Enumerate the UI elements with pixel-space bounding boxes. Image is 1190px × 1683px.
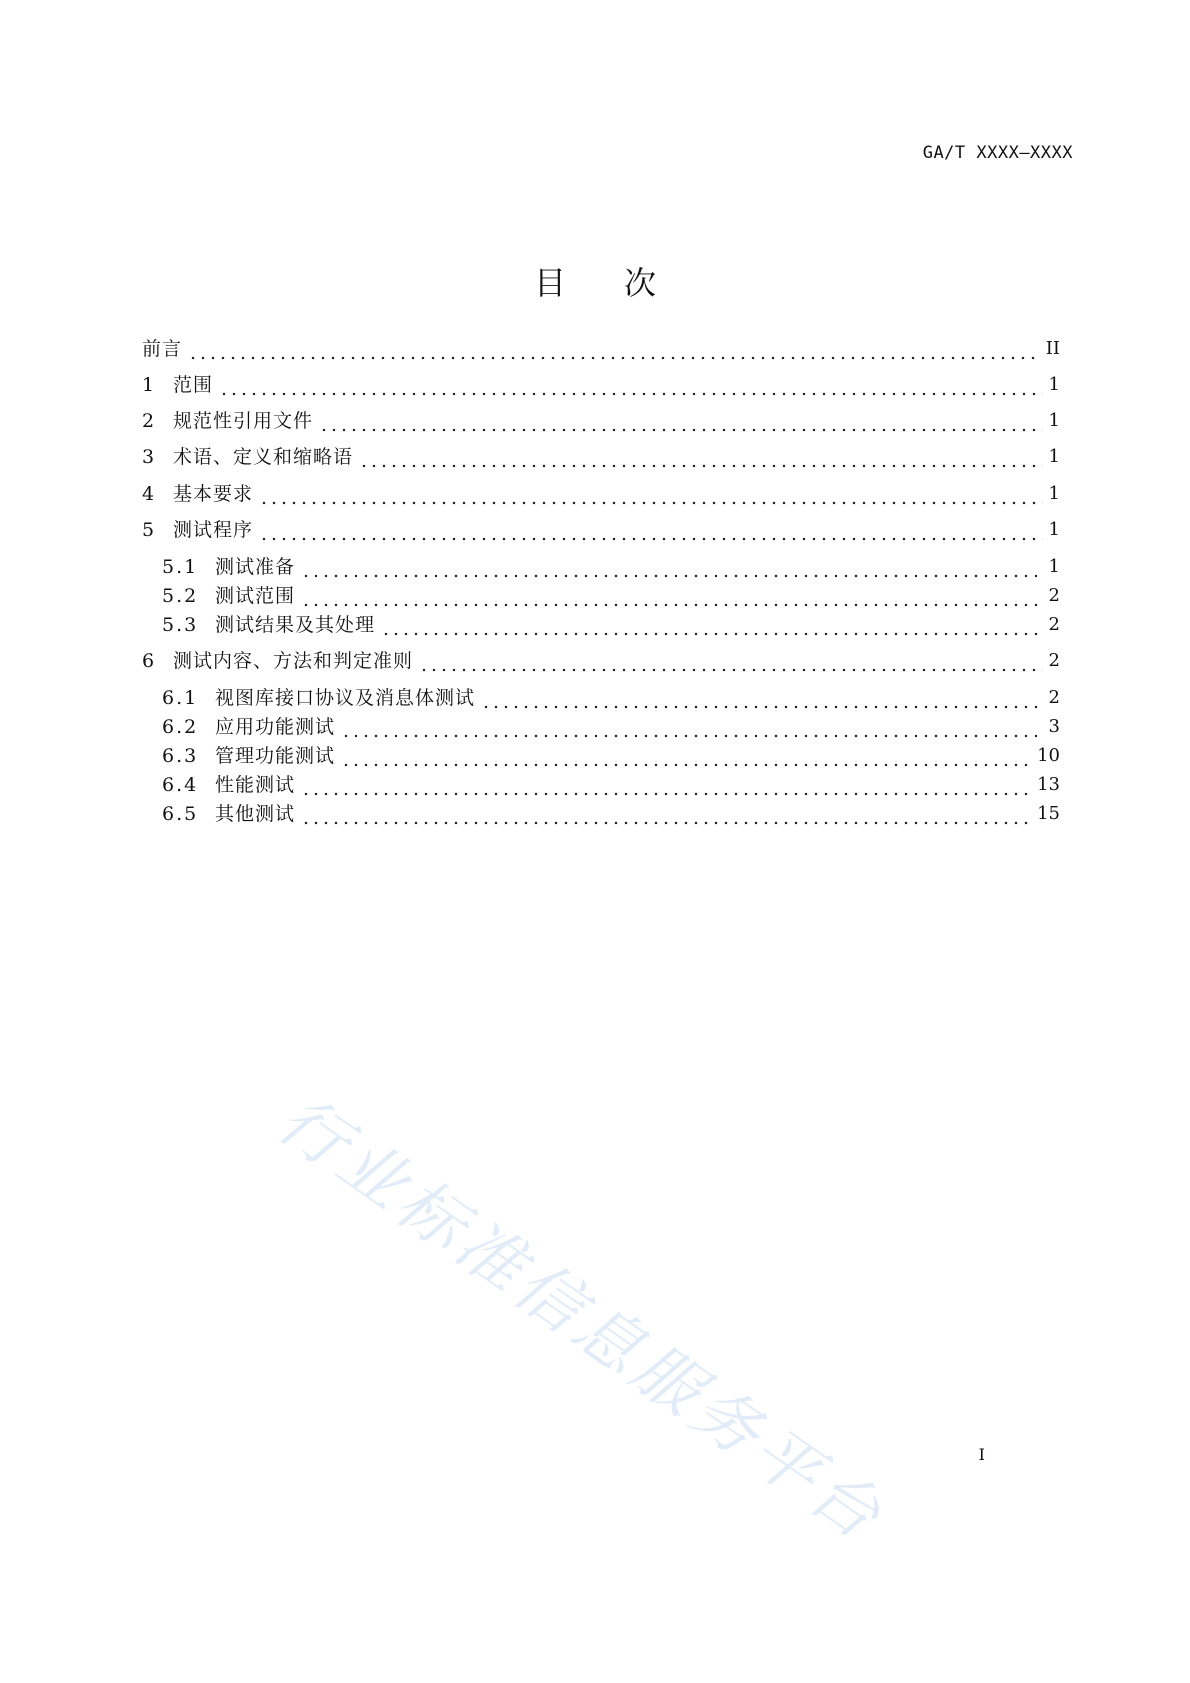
toc-entry-2[interactable] xyxy=(142,408,1060,434)
toc-entry-6-5[interactable] xyxy=(162,801,1060,827)
toc-entry-page: 2 xyxy=(1048,585,1060,606)
toc-dot-leader xyxy=(219,372,1043,398)
toc-dot-leader xyxy=(381,612,1043,638)
toc-entry-page: 2 xyxy=(1048,650,1060,671)
toc-entry-6-3[interactable] xyxy=(162,743,1060,769)
toc-entry-page: 15 xyxy=(1037,803,1060,824)
toc-entry-5-3[interactable] xyxy=(162,612,1060,638)
toc-entry-label: 前言 xyxy=(142,338,183,360)
toc-dot-leader xyxy=(419,648,1043,674)
toc-entry-number: 5.3 xyxy=(162,614,199,636)
toc-entry-number: 6.2 xyxy=(162,716,199,738)
toc-dot-leader xyxy=(301,801,1031,827)
toc-entry-number: 5 xyxy=(142,519,155,541)
toc-entry-label: 性能测试 xyxy=(215,774,296,796)
toc-entry-page: 10 xyxy=(1037,745,1060,766)
toc-entry-label: 测试范围 xyxy=(215,585,296,607)
toc-entry-label: 测试准备 xyxy=(215,556,296,578)
toc-entry-6[interactable] xyxy=(142,648,1060,674)
toc-entry-label: 基本要求 xyxy=(173,483,254,505)
toc-entry-4[interactable] xyxy=(142,481,1060,507)
toc-entry-5-1[interactable] xyxy=(162,554,1060,580)
toc-entry-1[interactable] xyxy=(142,372,1060,398)
toc-entry-label: 规范性引用文件 xyxy=(173,410,314,432)
toc-dot-leader xyxy=(319,408,1043,434)
toc-dot-leader xyxy=(301,583,1043,609)
toc-entry-number: 6.5 xyxy=(162,803,199,825)
watermark: 行业标准信息服务平台 xyxy=(264,1080,899,1557)
standard-code: GA/T XXXX—XXXX xyxy=(922,143,1073,163)
toc-entry-page: 2 xyxy=(1048,614,1060,635)
toc-entry-page: 13 xyxy=(1037,774,1060,795)
toc-entry-5[interactable] xyxy=(142,517,1060,543)
toc-entry-page: II xyxy=(1045,338,1060,359)
toc-dot-leader xyxy=(259,517,1043,543)
toc-entry-6-2[interactable] xyxy=(162,714,1060,740)
toc-entry-6-4[interactable] xyxy=(162,772,1060,798)
toc-dot-leader xyxy=(301,772,1031,798)
toc-entry-label: 应用功能测试 xyxy=(215,716,336,738)
toc-entry-number: 4 xyxy=(142,483,155,505)
toc-entry-number: 3 xyxy=(142,446,155,468)
toc-entry-label: 范围 xyxy=(173,374,214,396)
toc-entry-number: 6.3 xyxy=(162,745,199,767)
toc-entry-label: 视图库接口协议及消息体测试 xyxy=(215,687,476,709)
toc-entry-3[interactable] xyxy=(142,444,1060,470)
toc-entry-5-2[interactable] xyxy=(162,583,1060,609)
toc-entry-number: 6 xyxy=(142,650,155,672)
toc-entry-foreword[interactable] xyxy=(142,336,1060,362)
toc-dot-leader xyxy=(341,743,1031,769)
toc-entry-number: 6.1 xyxy=(162,687,199,709)
toc-entry-label: 测试内容、方法和判定准则 xyxy=(173,650,414,672)
toc-entry-number: 5.2 xyxy=(162,585,199,607)
toc-dot-leader xyxy=(341,714,1043,740)
toc-entry-label: 测试结果及其处理 xyxy=(215,614,376,636)
toc-entry-page: 1 xyxy=(1048,410,1060,431)
toc-dot-leader xyxy=(301,554,1043,580)
toc-entry-page: 2 xyxy=(1048,687,1060,708)
toc-entry-page: 1 xyxy=(1048,556,1060,577)
toc-entry-page: 1 xyxy=(1048,374,1060,395)
toc-entry-page: 1 xyxy=(1048,483,1060,504)
toc-entry-page: 3 xyxy=(1048,716,1060,737)
toc-entry-6-1[interactable] xyxy=(162,685,1060,711)
toc-entry-number: 2 xyxy=(142,410,155,432)
page-title: 目次 xyxy=(533,264,714,302)
toc-dot-leader xyxy=(481,685,1043,711)
toc-dot-leader xyxy=(359,444,1043,470)
toc-entry-label: 术语、定义和缩略语 xyxy=(173,446,354,468)
toc-entry-number: 1 xyxy=(142,374,155,396)
toc-dot-leader xyxy=(188,336,1040,362)
toc-entry-page: 1 xyxy=(1048,519,1060,540)
toc-entry-label: 其他测试 xyxy=(215,803,296,825)
page-number: I xyxy=(978,1445,985,1464)
toc-entry-label: 管理功能测试 xyxy=(215,745,336,767)
toc-entry-label: 测试程序 xyxy=(173,519,254,541)
toc-entry-number: 5.1 xyxy=(162,556,199,578)
toc-entry-number: 6.4 xyxy=(162,774,199,796)
toc-dot-leader xyxy=(259,481,1043,507)
toc-entry-page: 1 xyxy=(1048,446,1060,467)
